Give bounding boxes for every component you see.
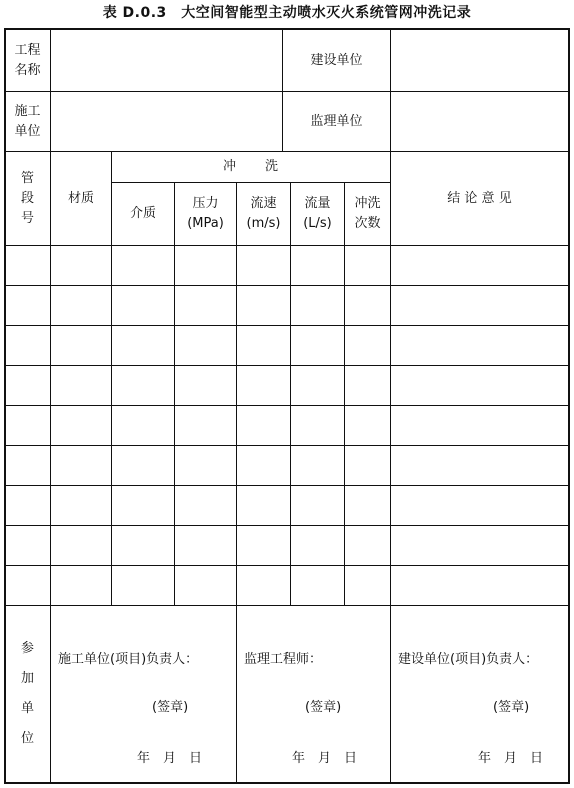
- velocity-header: 流速 (m/s): [246, 196, 281, 231]
- border-bottom: [4, 782, 570, 784]
- pipe-section-header: 管 段 号: [20, 170, 34, 226]
- construction-label: 施工 单位: [14, 103, 41, 139]
- supervisor-label: 监理单位: [310, 113, 363, 129]
- material-header: 材质: [67, 190, 94, 206]
- supervisor-value[interactable]: [391, 92, 568, 151]
- date-builder: 年 月 日: [478, 751, 544, 766]
- row-line: [4, 565, 570, 566]
- row-line: [4, 485, 570, 486]
- col-line: [344, 182, 345, 605]
- row-line: [4, 365, 570, 366]
- seal-construction: (签章): [152, 700, 189, 715]
- border-right: [568, 28, 570, 784]
- builder-label: 建设单位: [310, 52, 363, 68]
- flush-times-header: 冲洗 次数: [354, 196, 381, 231]
- row-line: [4, 325, 570, 326]
- participants-label: 参 加 单 位: [20, 641, 34, 746]
- date-construction: 年 月 日: [137, 751, 203, 766]
- builder-value[interactable]: [391, 30, 568, 91]
- row-line: [4, 445, 570, 446]
- row-line: [4, 525, 570, 526]
- flush-group-header: 冲 洗: [222, 159, 279, 174]
- row-line: [4, 285, 570, 286]
- table-title: 表 D.0.3 大空间智能型主动喷水灭火系统管网冲洗记录: [102, 5, 472, 21]
- seal-builder: (签章): [493, 700, 530, 715]
- sign-construction-label: 施工单位(项目)负责人：: [58, 652, 199, 667]
- sign-supervisor-label: 监理工程师：: [244, 652, 323, 667]
- conclusion-header: 结 论 意 见: [447, 190, 512, 206]
- project-name-label: 工程 名称: [14, 42, 41, 78]
- construction-value[interactable]: [51, 92, 282, 151]
- date-supervisor: 年 月 日: [292, 751, 358, 766]
- row-line: [4, 405, 570, 406]
- flow-header: 流量 (L/s): [303, 196, 332, 231]
- col-line: [236, 605, 237, 784]
- pressure-header: 压力 (MPa): [187, 196, 224, 231]
- col-line: [236, 182, 237, 605]
- col-line: [390, 605, 391, 784]
- project-name-value[interactable]: [51, 30, 282, 91]
- col-line: [290, 182, 291, 605]
- seal-supervisor: (签章): [305, 700, 342, 715]
- col-line: [50, 605, 51, 784]
- row-line: [4, 605, 570, 606]
- row-line: [4, 245, 570, 246]
- medium-header: 介质: [129, 206, 156, 221]
- col-line: [174, 182, 175, 605]
- sign-builder-label: 建设单位(项目)负责人：: [398, 652, 539, 667]
